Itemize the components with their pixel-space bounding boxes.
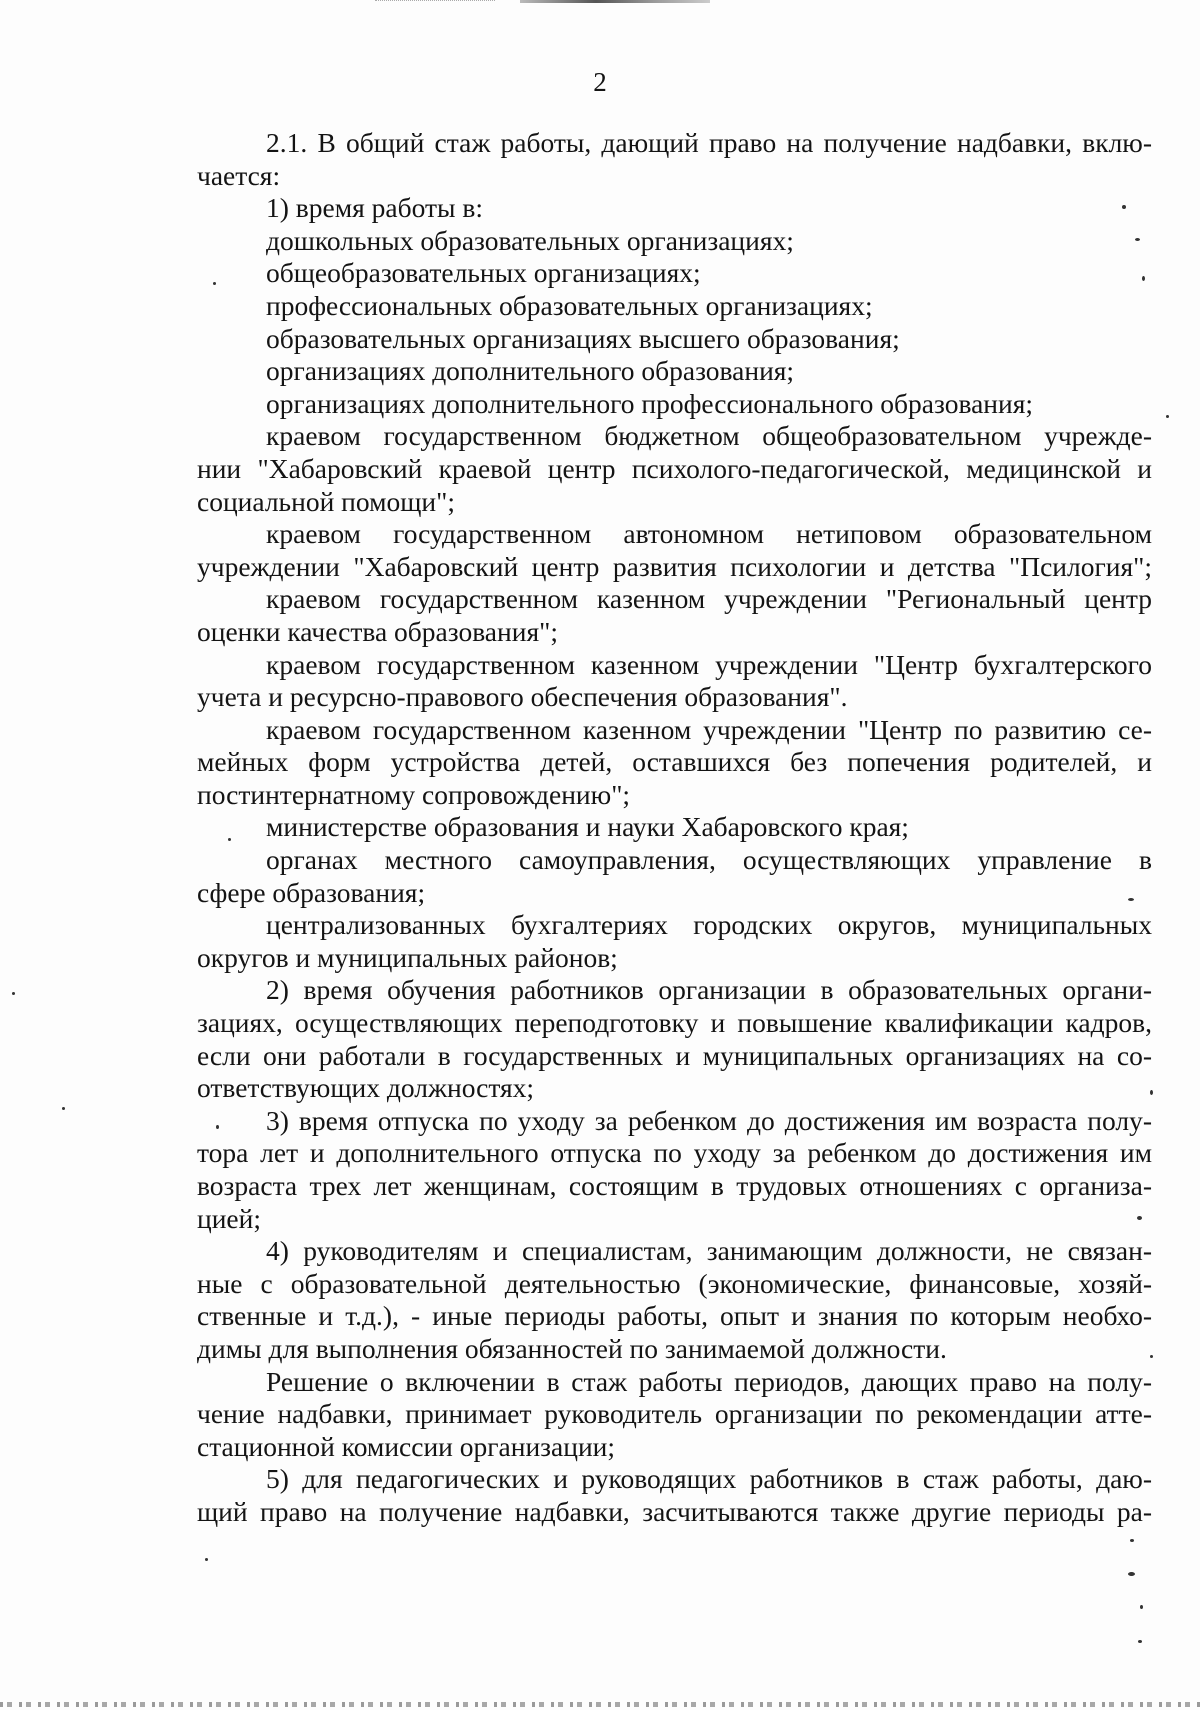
- text-line: Решение о включении в стаж работы периодов, дающих право на полу-: [266, 1365, 1152, 1397]
- text-line: чается:: [197, 159, 281, 191]
- text-line: централизованных бухгалтериях городских округов, муниципальных: [266, 909, 1152, 941]
- text-line: организациях дополнительного образования;: [266, 355, 795, 387]
- text-line: краевом государственном казенном учреждении "Региональный центр: [266, 583, 1152, 615]
- text-line: оценки качества образования";: [197, 615, 558, 647]
- text-line: 5) для педагогических и руководящих работников в стаж работы, даю-: [266, 1463, 1152, 1495]
- scan-artifact-bottom: [0, 1702, 1200, 1707]
- scan-speck: [62, 1107, 65, 1110]
- text-line: краевом государственном казенном учреждении "Центр по развитию се-: [266, 713, 1152, 745]
- text-line: социальной помощи";: [197, 485, 456, 517]
- text-line: организациях дополнительного профессионального образования;: [266, 387, 1033, 419]
- scan-speck: [1128, 1572, 1135, 1576]
- text-line: учреждении "Хабаровский центр развития психологии и детства "Псилогия";: [197, 550, 1152, 582]
- text-line: округов и муниципальных районов;: [197, 941, 618, 973]
- text-line: 3) время отпуска по уходу за ребенком до достижения им возраста полу-: [266, 1104, 1152, 1136]
- text-line: 2.1. В общий стаж работы, дающий право на получение надбавки, вклю-: [266, 127, 1152, 158]
- text-line: органах местного самоуправления, осуществляющих управление в: [266, 844, 1152, 876]
- text-line: димы для выполнения обязанностей по занимаемой должности.: [197, 1332, 947, 1364]
- text-line: щий право на получение надбавки, засчитываются также другие периоды ра-: [197, 1495, 1152, 1527]
- text-line: постинтернатному сопровождению";: [197, 778, 631, 810]
- scan-speck: [205, 1558, 208, 1561]
- scan-artifact-top-dots: [375, 0, 495, 3]
- scan-speck: [213, 282, 216, 285]
- text-line: стационной комиссии организации;: [197, 1430, 616, 1462]
- text-line: мейных форм устройства детей, оставшихся без попечения родителей, и: [197, 746, 1152, 778]
- scan-speck: [1128, 898, 1134, 901]
- text-line: министерстве образования и науки Хабаровского края;: [266, 811, 909, 843]
- page-number: 2: [593, 67, 607, 97]
- text-line: 1) время работы в:: [266, 192, 483, 224]
- text-line: профессиональных образовательных организациях;: [266, 289, 873, 321]
- document-body: [197, 127, 1152, 1529]
- scan-speck: [1150, 1090, 1153, 1095]
- text-line: ответствующих должностях;: [197, 1072, 535, 1104]
- scan-speck: [1135, 238, 1140, 241]
- text-line: краевом государственном казенном учреждении "Центр бухгалтерского: [266, 648, 1152, 680]
- text-line: краевом государственном бюджетном общеобразовательном учрежде-: [266, 420, 1152, 452]
- scan-speck: [228, 838, 231, 841]
- scan-speck: [1122, 205, 1126, 209]
- text-line: нии "Хабаровский краевой центр психолого-педагогической, медицинской и: [197, 452, 1152, 484]
- scan-speck: [1140, 1605, 1143, 1609]
- scan-speck: [1130, 1539, 1134, 1542]
- text-line: возраста трех лет женщинам, состоящим в трудовых отношениях с организа-: [197, 1170, 1152, 1201]
- scan-speck: [12, 992, 15, 995]
- text-line: зациях, осуществляющих переподготовку и повышение квалификации кадров,: [197, 1007, 1152, 1039]
- text-line: чение надбавки, принимает руководитель организации по рекомендации атте-: [197, 1398, 1152, 1430]
- text-line: образовательных организациях высшего образования;: [266, 322, 900, 354]
- scan-speck: [1138, 1640, 1142, 1643]
- scan-speck: [1137, 1216, 1142, 1220]
- text-line: 2) время обучения работников организации в образовательных органи-: [266, 974, 1152, 1006]
- text-line: цией;: [197, 1202, 261, 1234]
- text-line: тора лет и дополнительного отпуска по уходу за ребенком до достижения им: [197, 1137, 1152, 1169]
- scan-speck: [1150, 1355, 1153, 1358]
- text-line: ственные и т.д.), - иные периоды работы, опыт и знания по которым необхо-: [197, 1300, 1152, 1332]
- text-line: дошкольных образовательных организациях;: [266, 224, 794, 256]
- text-line: общеобразовательных организациях;: [266, 257, 701, 289]
- text-line: учета и ресурсно-правового обеспечения образования".: [197, 681, 848, 713]
- text-line: 4) руководителям и специалистам, занимающим должности, не связан-: [266, 1235, 1152, 1267]
- scan-artifact-top: [520, 0, 710, 3]
- text-line: ные с образовательной деятельностью (экономические, финансовые, хозяй-: [197, 1267, 1152, 1299]
- scan-speck: [216, 1125, 219, 1129]
- text-line: сфере образования;: [197, 876, 426, 908]
- text-line: если они работали в государственных и муниципальных организациях на со-: [197, 1039, 1152, 1071]
- scan-speck: [1166, 415, 1169, 418]
- text-line: краевом государственном автономном нетиповом образовательном: [266, 518, 1152, 550]
- scan-speck: [1142, 276, 1145, 281]
